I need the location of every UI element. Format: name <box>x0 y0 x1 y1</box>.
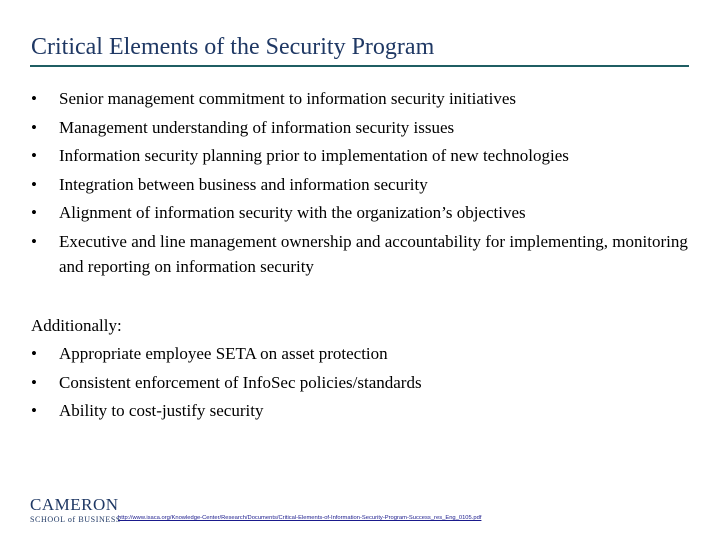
bullet-item <box>31 86 701 111</box>
bullet-text: Information security planning prior to implementation of new technologies <box>59 146 569 165</box>
bullet-item <box>31 229 701 279</box>
bullet-icon: • <box>31 117 37 137</box>
bullet-icon: • <box>31 372 37 392</box>
bullet-icon: • <box>31 203 37 222</box>
bullet-icon: • <box>31 231 37 251</box>
bullet-item <box>31 370 701 395</box>
bullet-item <box>31 115 701 140</box>
bullet-item <box>31 200 701 225</box>
bullet-icon: • <box>31 89 37 108</box>
bullet-icon: • <box>31 174 37 194</box>
bullet-text: Appropriate employee SETA on asset protection <box>59 344 388 363</box>
bullet-text: Integration between business and information security <box>59 174 428 194</box>
logo-subline: SCHOOL of BUSINESS <box>30 515 121 524</box>
bullet-text: Ability to cost-justify security <box>59 401 264 420</box>
bullet-item <box>31 398 701 423</box>
slide-title: Critical Elements of the Security Program <box>31 34 435 60</box>
additional-section <box>31 313 701 427</box>
bullet-icon: • <box>31 344 37 363</box>
bullet-icon: • <box>31 401 37 420</box>
title-underline <box>30 65 689 67</box>
additional-bullet-list <box>31 341 701 423</box>
bullet-text: Senior management commitment to information security initiatives <box>59 89 517 108</box>
bullet-item <box>31 341 701 366</box>
bullet-item <box>31 172 701 197</box>
bullet-icon: • <box>31 146 37 165</box>
bullet-item <box>31 143 701 168</box>
bullet-text: Management understanding of information security issues <box>59 117 455 137</box>
logo-wordmark: CAMERON <box>30 495 119 514</box>
additional-heading: Additionally: <box>31 316 122 335</box>
bullet-text: Executive and line management ownership and accountability for implementing, monitoring and reporting on information security <box>59 231 688 276</box>
cameron-logo <box>30 496 130 530</box>
source-link[interactable]: http://www.isaca.org/Knowledge-Center/Research/Documents/Critical-Elements-of-Information-Security-Program-Success_res_Eng_0105.pdf <box>118 515 482 521</box>
bullet-text: Alignment of information security with the organization’s objectives <box>59 203 526 222</box>
bullet-text: Consistent enforcement of InfoSec policies/standards <box>59 372 422 392</box>
main-bullet-list <box>31 86 701 282</box>
